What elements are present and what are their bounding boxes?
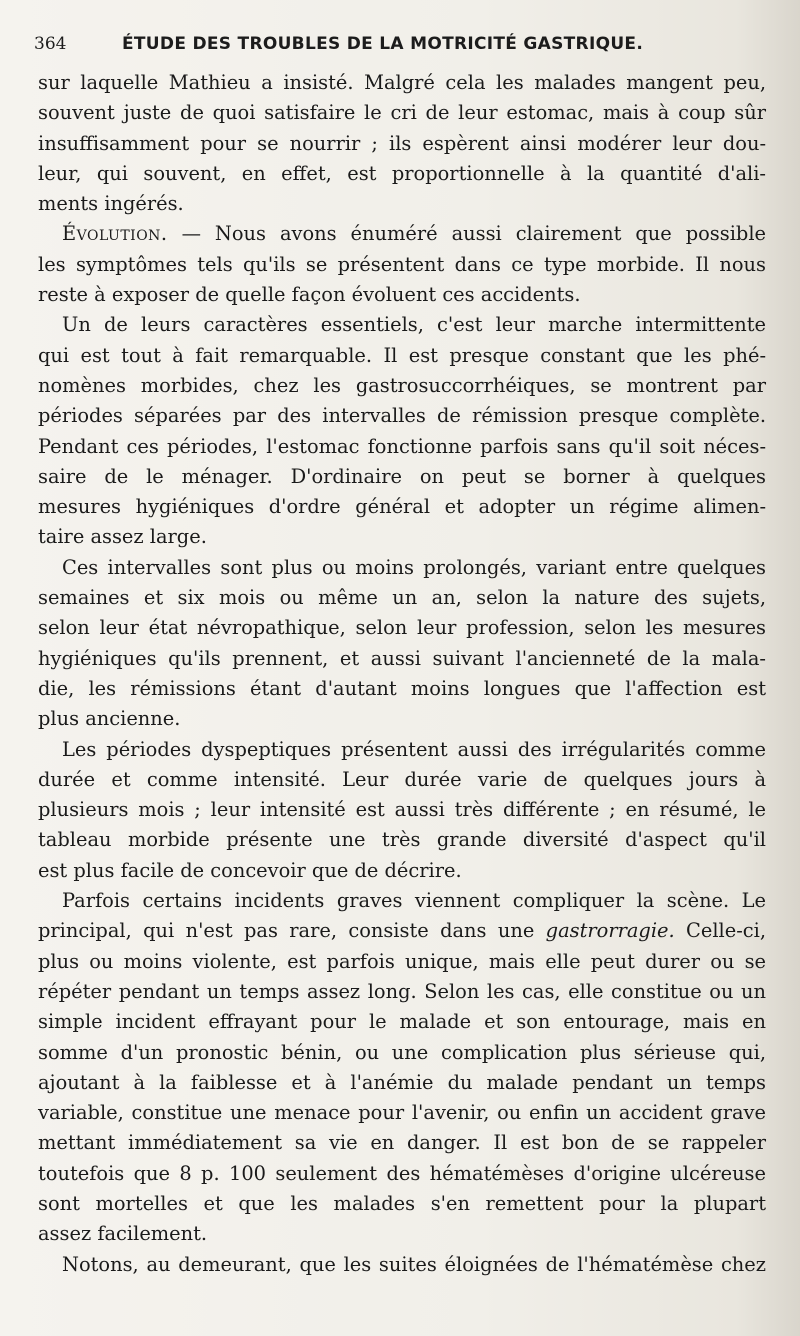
text-line: Pendant ces périodes, l'estomac fonctionne parfois sans qu'il soit néces-	[38, 434, 766, 458]
text-line: reste à exposer de quelle façon évoluent ces accidents.	[38, 283, 581, 307]
text-line: ments ingérés.	[38, 192, 184, 216]
text-line: souvent juste de quoi satisfaire le cri de leur estomac, mais à coup sûr	[38, 101, 766, 125]
text-line: somme d'un pronostic bénin, ou une complication plus sérieuse qui,	[38, 1040, 766, 1064]
text-line: est plus facile de concevoir que de décrire.	[38, 858, 462, 882]
text-line: leur, qui souvent, en effet, est proportionnelle à la quantité d'ali-	[38, 161, 766, 185]
text-line: plus ou moins violente, est parfois unique, mais elle peut durer ou se	[38, 949, 766, 973]
text-line: Ces intervalles sont plus ou moins prolongés, variant entre quelques	[62, 555, 766, 579]
text-line: Parfois certains incidents graves viennent compliquer la scène. Le	[62, 889, 766, 913]
page-number: 364	[34, 34, 67, 54]
text-line: assez facilement.	[38, 1222, 208, 1246]
text-line: mesures hygiéniques d'ordre général et adopter un régime alimen-	[38, 495, 766, 519]
italic-term: gastrorragie.	[545, 919, 675, 943]
body-text	[38, 68, 766, 1280]
text-line	[38, 916, 766, 946]
text-line: plusieurs mois ; leur intensité est aussi très différente ; en résumé, le	[38, 798, 766, 822]
text-line: tableau morbide présente une très grande diversité d'aspect qu'il	[38, 828, 766, 852]
text-line: plus ancienne.	[38, 707, 181, 731]
text-line: répéter pendant un temps assez long. Selon les cas, elle constitue ou un	[38, 979, 766, 1003]
text-line: sont mortelles et que les malades s'en remettent pour la plupart	[38, 1191, 766, 1215]
page-header	[34, 32, 764, 58]
text-line: hygiéniques qu'ils prennent, et aussi suivant l'ancienneté de la mala-	[38, 646, 766, 670]
text-line: les symptômes tels qu'ils se présentent dans ce type morbide. Il nous	[38, 252, 766, 276]
text-line: Notons, au demeurant, que les suites éloignées de l'hématémèse chez	[62, 1252, 766, 1276]
text-line-end: Celle-ci,	[686, 919, 766, 943]
text-line: mettant immédiatement sa vie en danger. Il est bon de se rappeler	[38, 1131, 766, 1155]
text-line: durée et comme intensité. Leur durée varie de quelques jours à	[38, 767, 766, 791]
text-line: insuffisamment pour se nourrir ; ils espèrent ainsi modérer leur dou-	[38, 131, 766, 155]
text-line: simple incident effrayant pour le malade et son entourage, mais en	[38, 1010, 766, 1034]
text-line-start: principal, qui n'est pas rare, consiste dans une	[38, 919, 535, 943]
text-line: Un de leurs caractères essentiels, c'est leur marche intermittente	[62, 313, 766, 337]
running-head: ÉTUDE DES TROUBLES DE LA MOTRICITÉ GASTRIQUE.	[122, 34, 644, 54]
text-line: variable, constitue une menace pour l'avenir, ou enfin un accident grave	[38, 1101, 766, 1125]
text-line: saire de le ménager. D'ordinaire on peut se borner à quelques	[38, 464, 766, 488]
text-line: taire assez large.	[38, 525, 207, 549]
text-line: périodes séparées par des intervalles de rémission presque complète.	[38, 404, 766, 428]
text-line: toutefois que 8 p. 100 seulement des hématémèses d'origine ulcéreuse	[38, 1161, 766, 1185]
text-line: qui est tout à fait remarquable. Il est presque constant que les phé-	[38, 343, 766, 367]
text-line: ajoutant à la faiblesse et à l'anémie du malade pendant un temps	[38, 1070, 766, 1094]
text-line	[38, 219, 766, 249]
text-line: sur laquelle Mathieu a insisté. Malgré cela les malades mangent peu,	[38, 71, 766, 94]
text-line-rest: — Nous avons énuméré aussi clairement que possible	[181, 222, 766, 246]
text-line: Les périodes dyspeptiques présentent aussi des irrégularités comme	[62, 737, 766, 761]
section-heading-evolution: Évolution.	[62, 222, 168, 246]
text-line: nomènes morbides, chez les gastrosuccorrhéiques, se montrent par	[38, 373, 766, 397]
text-line: semaines et six mois ou même un an, selon la nature des sujets,	[38, 586, 766, 610]
text-line: selon leur état névropathique, selon leur profession, selon les mesures	[38, 616, 766, 640]
text-line: die, les rémissions étant d'autant moins longues que l'affection est	[38, 676, 766, 700]
